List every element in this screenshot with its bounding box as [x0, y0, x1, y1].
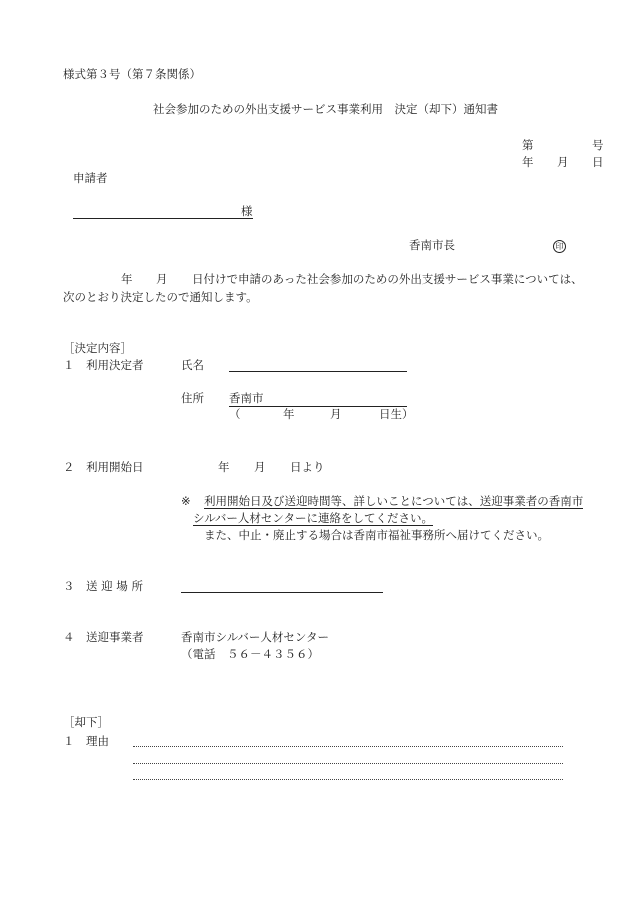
note-mark: ※ [181, 494, 191, 508]
note-line3: また、中止・廃止する場合は香南市福祉事務所へ届けてください。 [204, 528, 549, 542]
date-month: 月 [557, 155, 569, 169]
reason-line-1 [133, 746, 563, 747]
address-field-line [229, 392, 407, 407]
intro-month: 月 [156, 272, 168, 286]
form-number: 様式第３号（第７条関係） [63, 67, 201, 81]
name-label: 氏名 [181, 358, 204, 372]
applicant-label: 申請者 [73, 171, 108, 185]
intro-line1-rest: 日付けで申請のあった社会参加のための外出支援サービス事業については、 [192, 272, 583, 286]
note-line2 [193, 512, 433, 526]
note-line2-text: シルバー人材センターに連絡をしてください。 [193, 511, 433, 525]
reason-label: １ 理由 [63, 734, 109, 748]
birth-day: 日生） [379, 407, 414, 421]
applicant-name-line [73, 205, 253, 219]
birth-year: 年 [283, 407, 295, 421]
item3-label: ３ 送 迎 場 所 [63, 579, 143, 593]
start-day: 日より [290, 460, 325, 474]
provider-phone: （電話 ５６－４３５６） [181, 647, 319, 661]
note-line1-text: 利用開始日及び送迎時間等、詳しいことについては、送迎事業者の香南市 [204, 494, 584, 508]
doc-number-dai: 第 [522, 138, 534, 152]
birth-open: （ [229, 407, 241, 421]
reason-line-2 [133, 763, 563, 764]
date-year: 年 [522, 155, 534, 169]
start-year: 年 [218, 460, 230, 474]
reason-line-3 [133, 779, 563, 780]
name-field-line [229, 359, 407, 372]
item1-label: １ 利用決定者 [63, 358, 144, 372]
intro-line2: 次のとおり決定したので通知します。 [63, 290, 258, 304]
address-value: 香南市 [229, 391, 264, 405]
note-line1 [204, 495, 583, 509]
applicant-name-blank [73, 206, 241, 219]
issuer-seal [553, 239, 566, 253]
seal-icon: 印 [553, 240, 566, 253]
item4-label: ４ 送迎事業者 [63, 630, 144, 644]
doc-number-go: 号 [592, 138, 604, 152]
birth-month: 月 [330, 407, 342, 421]
address-label: 住所 [181, 391, 204, 405]
decision-heading: ［決定内容］ [63, 341, 132, 355]
intro-year: 年 [121, 272, 133, 286]
applicant-sama: 様 [241, 204, 253, 218]
date-day: 日 [592, 155, 604, 169]
provider-name: 香南市シルバー人材センター [181, 630, 329, 644]
rejection-heading: ［却下］ [63, 715, 109, 729]
item2-label: ２ 利用開始日 [63, 460, 144, 474]
pickup-location-line [181, 580, 383, 593]
start-month: 月 [254, 460, 266, 474]
document-title: 社会参加のための外出支援サービス事業利用 決定（却下）通知書 [153, 102, 498, 116]
issuer-mayor: 香南市長 [409, 238, 455, 252]
